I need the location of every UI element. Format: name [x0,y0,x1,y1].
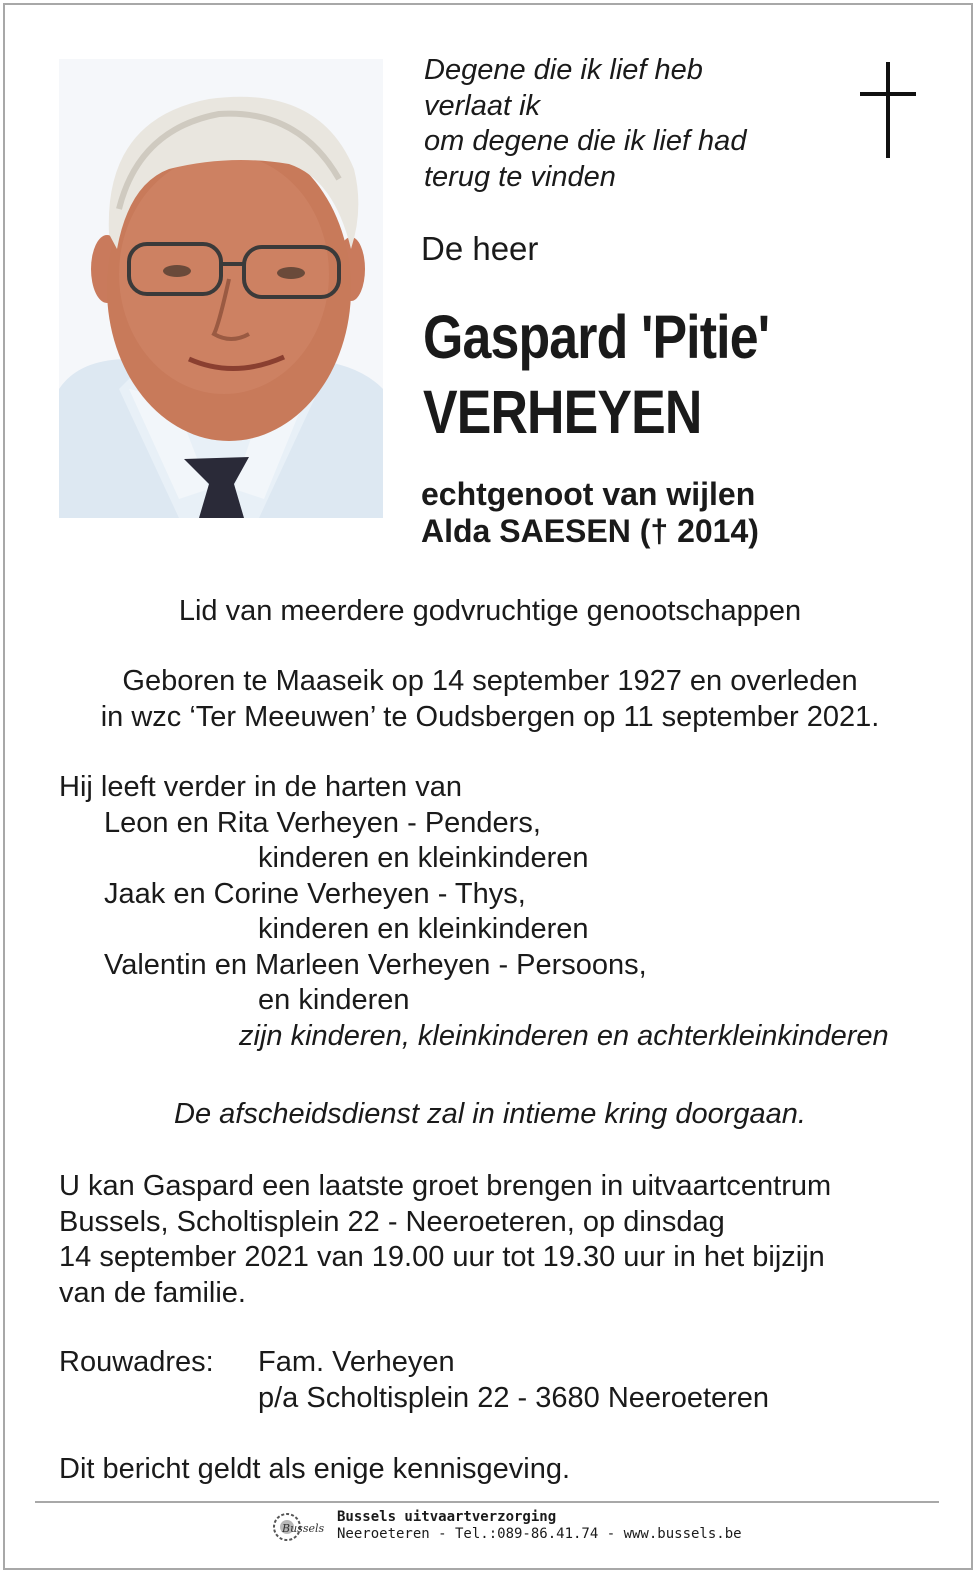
company-logo [272,1510,330,1544]
footer [337,1509,742,1543]
visitation-line: U kan Gaspard een laatste groet brengen in uitvaartcentrum [59,1170,832,1202]
visitation-line: 14 september 2021 van 19.00 uur tot 19.30 uur in het bijzijn [59,1241,825,1273]
visitation-line: van de familie. [59,1276,246,1309]
deceased-name [423,300,769,450]
birth-death-line: in wzc ‘Ter Meeuwen’ te Oudsbergen op 11 september 2021. [100,700,880,733]
spouse-info [421,476,759,550]
poem-line: om degene die ik lief had [424,125,747,157]
family-names: Leon en Rita Verheyen - Penders, [104,806,541,839]
family-with: kinderen en kleinkinderen [258,913,589,945]
spouse-relation: echtgenoot van wijlen [421,476,756,512]
birth-death-line: Geboren te Maaseik op 14 september 1927 en overleden [122,665,858,697]
poem-line: verlaat ik [424,89,541,122]
family-with: en kinderen [258,984,410,1016]
survivors-intro: Hij leeft verder in de harten van [59,771,462,803]
address-label: Rouwadres: [59,1346,214,1378]
address-line: Fam. Verheyen [258,1346,455,1378]
family-names: Valentin en Marleen Verheyen - Persoons, [104,948,647,981]
family-with: kinderen en kleinkinderen [258,842,589,874]
spouse-name: Alda SAESEN († 2014) [421,513,759,549]
visitation-info [59,1169,831,1311]
family-names: Jaak en Corine Verheyen - Thys, [104,877,526,910]
visitation-line: Bussels, Scholtisplein 22 - Neeroeteren, op dinsdag [59,1205,725,1238]
deceased-first-name: Gaspard 'Pitie' [423,303,770,371]
logo-wordmark: Bussels [282,1522,325,1535]
poem [424,53,746,195]
membership-line: Lid van meerdere godvruchtige genootschappen [178,595,802,627]
portrait-illustration [59,59,383,518]
cross-icon [860,62,916,158]
poem-line: Degene die ik lief heb [424,54,703,86]
deceased-last-name: VERHEYEN [423,378,702,446]
birth-death-info [0,664,980,735]
address-line: p/a Scholtisplein 22 - 3680 Neeroeteren [258,1381,770,1414]
footer-divider [35,1501,939,1503]
company-name: Bussels uitvaartverzorging [337,1509,557,1525]
honorific: De heer [421,230,539,267]
address-value [258,1345,769,1416]
poem-line: terug te vinden [424,160,616,193]
service-note: De afscheidsdienst zal in intieme kring doorgaan. [174,1098,806,1130]
company-contact: Neeroeteren - Tel.:089-86.41.74 - www.bussels.be [337,1526,742,1542]
portrait-photo [59,59,383,518]
notice-line: Dit bericht geldt als enige kennisgeving. [59,1453,571,1485]
survivors-list [59,770,889,1054]
survivors-closing: zijn kinderen, kleinkinderen en achterkleinkinderen [239,1019,889,1052]
